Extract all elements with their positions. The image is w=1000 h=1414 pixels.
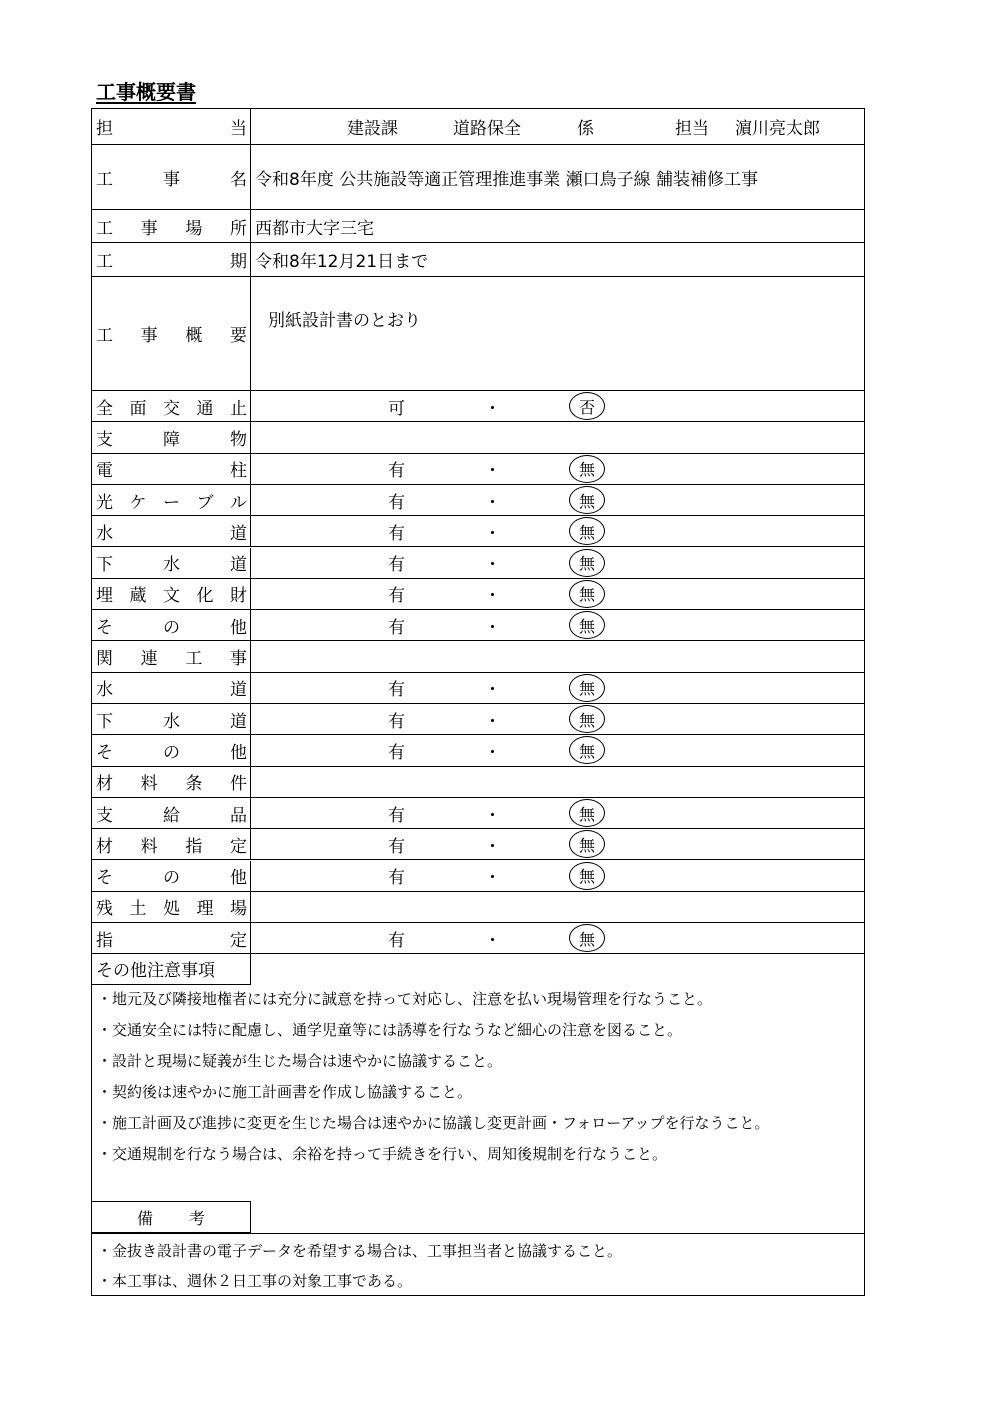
condition-label (92, 861, 251, 891)
label-char: 指 (185, 836, 203, 857)
biko-label (92, 1201, 251, 1233)
option-left: 有 (388, 742, 405, 763)
option-right-circled: 無 (569, 580, 605, 608)
label-gaiyo (92, 277, 251, 390)
label-char: 場 (230, 899, 247, 920)
label-char: 関 (96, 649, 113, 670)
notes-label: その他注意事項 (92, 953, 251, 985)
label-char: 通 (196, 398, 214, 419)
option-left: 有 (388, 805, 405, 826)
option-left: 有 (388, 680, 405, 701)
option-separator: ・ (484, 461, 501, 482)
label-char: そ (96, 617, 113, 638)
option-right-circled: 否 (569, 392, 605, 420)
label-char: ー (163, 492, 180, 513)
condition-label (92, 767, 251, 797)
label-char: 料 (140, 836, 158, 857)
label-char: 材 (96, 836, 113, 857)
condition-row (92, 892, 864, 923)
label-char: 処 (163, 899, 180, 920)
label-char: 支 (96, 429, 113, 450)
label-char: 財 (230, 586, 247, 607)
option-separator: ・ (484, 617, 501, 638)
note-item: ・地元及び隣接地権者には充分に誠意を持って対応し、注意を払い現場管理を行なうこと。 (97, 990, 713, 1008)
label-char: 障 (163, 429, 180, 450)
label-char: 埋 (96, 586, 113, 607)
condition-label (92, 422, 251, 452)
label-char: 面 (129, 398, 147, 419)
label-char: 理 (196, 899, 214, 920)
condition-label (92, 829, 251, 859)
note-item: ・交通規制を行なう場合は、余裕を持って手続きを行い、周知後規制を行なうこと。 (97, 1145, 668, 1163)
condition-row (92, 767, 864, 798)
biko-item: ・金抜き設計書の電子データを希望する場合は、工事担当者と協議すること。 (97, 1242, 623, 1260)
label-char: 水 (163, 555, 180, 576)
section-name: 道路保全 (453, 119, 521, 139)
label-char: 止 (230, 398, 247, 419)
label-char: 担 (96, 119, 113, 139)
condition-label (92, 798, 251, 828)
option-left: 有 (388, 617, 405, 638)
condition-row (92, 673, 864, 704)
option-right-circled: 無 (569, 705, 605, 733)
label-char: 要 (229, 326, 247, 346)
condition-label (92, 673, 251, 703)
label-char: 柱 (230, 461, 247, 482)
condition-label (92, 923, 251, 953)
label-char: 条 (185, 774, 203, 795)
row-kouki (92, 243, 864, 277)
label-char: 指 (96, 930, 113, 951)
label-char: 他 (230, 868, 247, 889)
condition-label (92, 391, 251, 421)
label-basho (92, 210, 251, 242)
condition-label (92, 548, 251, 578)
condition-row (92, 641, 864, 672)
condition-label (92, 516, 251, 546)
condition-label (92, 704, 251, 734)
label-char: 水 (96, 680, 113, 701)
option-right-circled: 無 (569, 517, 605, 545)
option-left: 可 (388, 398, 405, 419)
dept-name: 建設課 (347, 119, 398, 139)
row-tanto (92, 109, 864, 145)
label-tanto (92, 109, 251, 144)
option-left: 有 (388, 930, 405, 951)
label-char: 備 (136, 1208, 153, 1228)
biko-item: ・本工事は、週休２日工事の対象工事である。 (97, 1272, 413, 1290)
label-char: 下 (96, 555, 113, 576)
option-right-circled: 無 (569, 486, 605, 514)
condition-label (92, 735, 251, 765)
label-char: の (163, 868, 180, 889)
condition-label (92, 579, 251, 609)
label-char: 連 (140, 649, 158, 670)
label-char: 電 (96, 461, 113, 482)
condition-label (92, 892, 251, 922)
label-char: 事 (163, 169, 180, 190)
option-left: 有 (388, 836, 405, 857)
label-char: ブ (196, 492, 214, 513)
condition-row (92, 454, 864, 485)
note-item: ・交通安全には特に配慮し、通学児童等には誘導を行なうなど細心の注意を図ること。 (97, 1021, 683, 1039)
label-char: 定 (230, 930, 247, 951)
option-left: 有 (388, 555, 405, 576)
label-char: 工 (96, 252, 113, 272)
option-left: 有 (388, 492, 405, 513)
label-char: 全 (96, 398, 113, 419)
label-char: 場 (185, 218, 203, 239)
condition-label (92, 641, 251, 671)
label-char: 事 (140, 326, 158, 346)
label-char: の (163, 742, 180, 763)
condition-label (92, 454, 251, 484)
label-char: 化 (196, 586, 214, 607)
option-right-circled: 無 (569, 799, 605, 827)
label-char: 品 (230, 805, 247, 826)
tanto-values (255, 109, 860, 144)
label-char: 定 (229, 836, 247, 857)
label-char: 工 (96, 169, 113, 190)
condition-row (92, 579, 864, 610)
condition-row (92, 548, 864, 579)
condition-row (92, 798, 864, 829)
kouji-mei-value: 令和8年度 公共施設等適正管理推進事業 瀬口鳥子線 舗装補修工事 (255, 169, 759, 190)
label-char: 給 (163, 805, 180, 826)
label-char: 料 (140, 774, 158, 795)
label-char: 工 (96, 326, 113, 346)
option-left: 有 (388, 868, 405, 889)
label-char: 件 (229, 774, 247, 795)
option-separator: ・ (484, 492, 501, 513)
option-right-circled: 無 (569, 830, 605, 858)
option-separator: ・ (484, 586, 501, 607)
option-separator: ・ (484, 805, 501, 826)
option-separator: ・ (484, 555, 501, 576)
option-separator: ・ (484, 523, 501, 544)
label-char: 所 (229, 218, 247, 239)
label-char: 道 (230, 680, 247, 701)
gaiyo-value: 別紙設計書のとおり (268, 311, 421, 331)
option-right-circled: 無 (569, 862, 605, 890)
option-right-circled: 無 (569, 611, 605, 639)
option-separator: ・ (484, 836, 501, 857)
label-kouki (92, 243, 251, 276)
label-char: 残 (96, 899, 113, 920)
option-separator: ・ (484, 680, 501, 701)
kakari-text: 係 (577, 119, 594, 139)
condition-row (92, 391, 864, 422)
label-char: 他 (230, 742, 247, 763)
option-separator: ・ (484, 711, 501, 732)
label-char: 道 (230, 711, 247, 732)
label-char: 当 (230, 119, 247, 139)
condition-row (92, 485, 864, 516)
condition-label (92, 610, 251, 640)
label-char: 材 (96, 774, 113, 795)
person-name: 濵川亮太郎 (735, 119, 820, 139)
condition-row (92, 422, 864, 453)
label-char: 道 (230, 523, 247, 544)
label-char: 考 (189, 1208, 206, 1228)
label-char: ル (230, 492, 247, 513)
label-char: 土 (129, 899, 147, 920)
kouki-value: 令和8年12月21日まで (255, 252, 429, 272)
label-char: ケ (129, 492, 147, 513)
label-char: 文 (163, 586, 180, 607)
label-char: 交 (163, 398, 180, 419)
document-title: 工事概要書 (96, 80, 196, 104)
label-char: そ (96, 868, 113, 889)
biko-divider (92, 1233, 864, 1234)
label-char: 道 (230, 555, 247, 576)
label-char: 期 (230, 252, 247, 272)
condition-row (92, 735, 864, 766)
option-separator: ・ (484, 742, 501, 763)
condition-row (92, 516, 864, 547)
row-basho (92, 210, 864, 243)
note-item: ・設計と現場に疑義が生じた場合は速やかに協議すること。 (97, 1052, 503, 1070)
basho-value: 西都市大字三宅 (255, 218, 374, 239)
label-char: の (163, 617, 180, 638)
label-char: 支 (96, 805, 113, 826)
label-char: 光 (96, 492, 113, 513)
note-item: ・契約後は速やかに施工計画書を作成し協議すること。 (97, 1083, 473, 1101)
option-separator: ・ (484, 868, 501, 889)
option-separator: ・ (484, 398, 501, 419)
option-right-circled: 無 (569, 924, 605, 952)
label-char: そ (96, 742, 113, 763)
option-left: 有 (388, 461, 405, 482)
tanto-label-text: 担当 (675, 119, 709, 139)
option-separator: ・ (484, 930, 501, 951)
label-char: 事 (140, 218, 158, 239)
summary-sheet (91, 108, 865, 1296)
option-right-circled: 無 (569, 455, 605, 483)
label-char: 水 (163, 711, 180, 732)
condition-label (92, 485, 251, 515)
condition-row (92, 704, 864, 735)
condition-row (92, 829, 864, 860)
condition-row (92, 861, 864, 892)
label-char: 下 (96, 711, 113, 732)
option-right-circled: 無 (569, 736, 605, 764)
condition-row (92, 923, 864, 954)
label-char: 水 (96, 523, 113, 544)
label-char: 事 (229, 649, 247, 670)
label-kouji-mei (92, 145, 251, 209)
label-char: 名 (230, 169, 247, 190)
label-char: 物 (230, 429, 247, 450)
option-right-circled: 無 (569, 549, 605, 577)
label-char: 概 (185, 326, 203, 346)
row-gaiyo (92, 277, 864, 391)
label-char: 他 (230, 617, 247, 638)
option-left: 有 (388, 523, 405, 544)
condition-row (92, 610, 864, 641)
label-char: 工 (185, 649, 203, 670)
label-char: 蔵 (129, 586, 147, 607)
option-left: 有 (388, 711, 405, 732)
row-kouji-mei (92, 145, 864, 210)
option-right-circled: 無 (569, 674, 605, 702)
note-item: ・施工計画及び進捗に変更を生じた場合は速やかに協議し変更計画・フォローアップを行なうこと。 (97, 1114, 770, 1132)
option-left: 有 (388, 586, 405, 607)
label-char: 工 (96, 218, 113, 239)
